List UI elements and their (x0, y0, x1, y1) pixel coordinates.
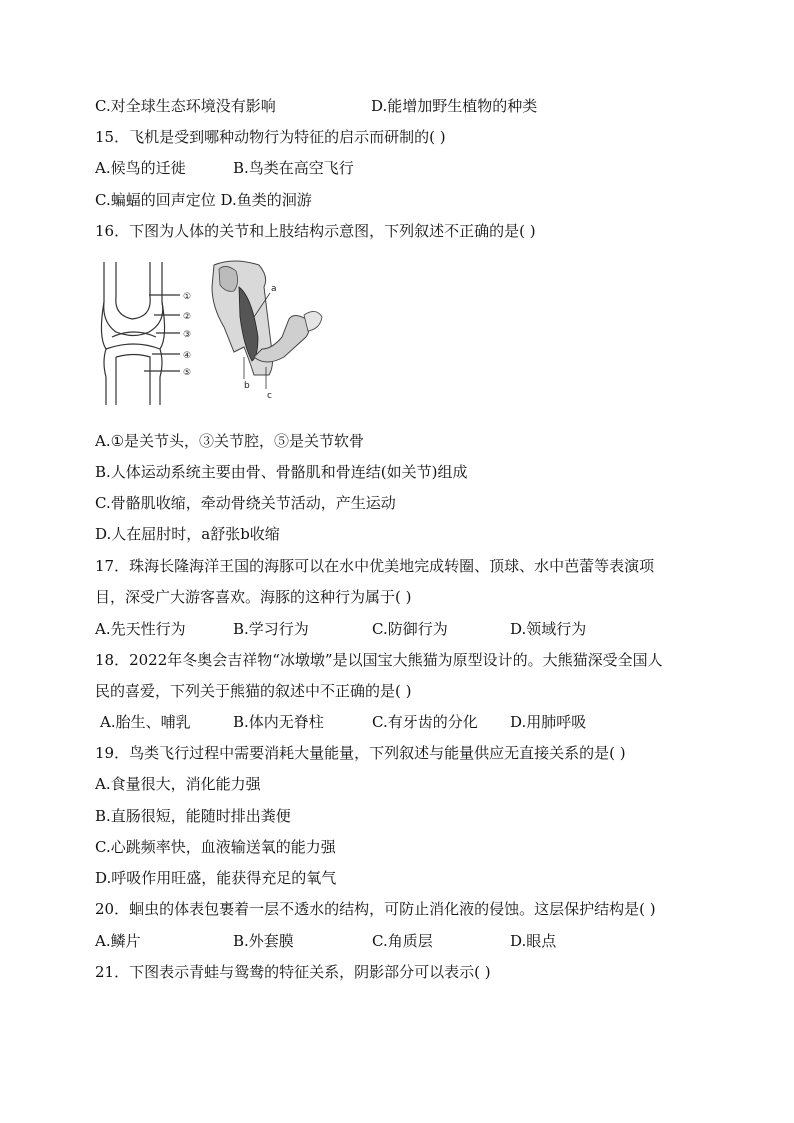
option-c-prev: C.对全球生态环境没有影响 (95, 97, 276, 115)
question-18-line-1: 18．2022年冬奥会吉祥物“冰墩墩”是以国宝大熊猫为原型设计的。大熊猫深受全国人 (95, 651, 663, 669)
q18-option-b: B.体内无脊柱 (233, 713, 324, 731)
q20-option-b: B.外套膜 (233, 932, 294, 950)
q19-option-d: D.呼吸作用旺盛，能获得充足的氧气 (95, 869, 337, 887)
q16-option-b: B.人体运动系统主要由骨、骨骼肌和骨连结(如关节)组成 (95, 463, 468, 481)
question-19: 19．鸟类飞行过程中需要消耗大量能量，下列叙述与能量供应无直接关系的是( ) (95, 744, 626, 762)
arm-label-c: c (267, 391, 272, 401)
question-18-line-2: 民的喜爱，下列关于熊猫的叙述中不正确的是( ) (95, 682, 412, 700)
arm-label-b: b (244, 381, 250, 391)
q16-option-c: C.骨骼肌收缩，牵动骨绕关节活动，产生运动 (95, 494, 396, 512)
q15-option-b: B.鸟类在高空飞行 (233, 159, 354, 177)
joint-label-2: ② (183, 312, 192, 322)
joint-label-4: ④ (183, 351, 192, 361)
joint-label-3: ③ (183, 330, 192, 340)
q20-option-a: A.鳞片 (95, 932, 141, 950)
q16-option-d: D.人在屈肘时，a舒张b收缩 (95, 525, 280, 543)
question-17-line-1: 17．珠海长隆海洋王国的海豚可以在水中优美地完成转圈、顶球、水中芭蕾等表演项 (95, 557, 655, 575)
question-20: 20．蛔虫的体表包裹着一层不透水的结构，可防止消化液的侵蚀。这层保护结构是( ) (95, 900, 656, 918)
q17-option-b: B.学习行为 (233, 620, 309, 638)
q20-option-d: D.眼点 (510, 932, 557, 950)
q18-option-c: C.有牙齿的分化 (372, 713, 478, 731)
joint-label-5: ⑤ (183, 368, 192, 378)
joint-diagram (101, 262, 180, 405)
q20-option-c: C.角质层 (372, 932, 433, 950)
q15-options-cd: C.蝙蝠的回声定位 D.鱼类的洄游 (95, 191, 312, 209)
q17-option-a: A.先天性行为 (95, 620, 186, 638)
joint-label-1: ① (183, 292, 192, 302)
q17-option-d: D.领域行为 (510, 620, 587, 638)
q15-option-a: A.候鸟的迁徙 (95, 159, 186, 177)
arm-label-a: a (271, 284, 277, 294)
q19-option-a: A.食量很大，消化能力强 (95, 775, 261, 793)
q18-option-a: A.胎生、哺乳 (100, 713, 191, 731)
joint-and-arm-figure (94, 257, 326, 407)
option-d-prev: D.能增加野生植物的种类 (371, 97, 538, 115)
q18-option-d: D.用肺呼吸 (510, 713, 587, 731)
question-15: 15．飞机是受到哪种动物行为特征的启示而研制的( ) (95, 128, 446, 146)
q19-option-b: B.直肠很短，能随时排出粪便 (95, 807, 291, 825)
question-16: 16．下图为人体的关节和上肢结构示意图，下列叙述不正确的是( ) (95, 222, 536, 240)
q17-option-c: C.防御行为 (372, 620, 448, 638)
question-17-line-2: 目，深受广大游客喜欢。海豚的这种行为属于( ) (95, 588, 412, 606)
question-21: 21．下图表示青蛙与鸳鸯的特征关系，阴影部分可以表示( ) (95, 963, 491, 981)
q16-option-a: A.①是关节头，③关节腔，⑤是关节软骨 (95, 432, 365, 450)
q19-option-c: C.心跳频率快，血液输送氧的能力强 (95, 838, 336, 856)
arm-diagram (212, 261, 322, 389)
